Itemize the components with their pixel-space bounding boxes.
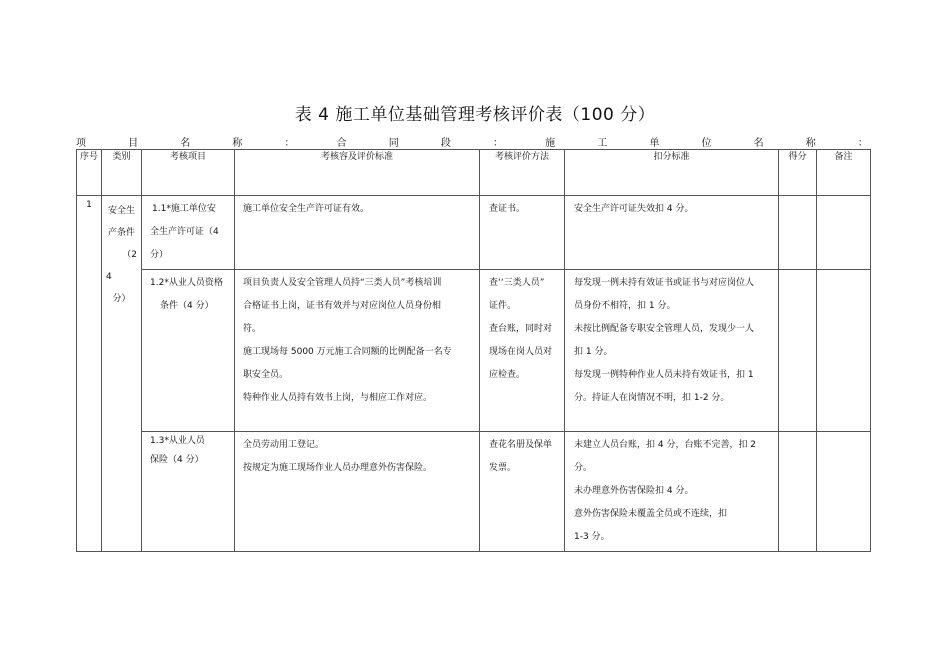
deduct-line: 员身份不相符，扣 1 分。 — [574, 301, 676, 311]
table-header-row — [77, 150, 871, 196]
header-category: 类别 — [102, 150, 142, 196]
info-char: 位 — [701, 138, 712, 149]
content-line: 施工单位安全生产许可证有效。 — [243, 204, 370, 214]
category-line: （2 — [122, 250, 137, 260]
deduct-line: 未按比例配备专职安全管理人员，发现少一人 — [574, 324, 755, 334]
content-line: 特种作业人员持有效书上岗，与相应工作对应。 — [243, 393, 433, 403]
deduct-line: 未办理意外伤害保险扣 4 分。 — [574, 486, 694, 496]
info-char: 名 — [753, 138, 764, 149]
deduct-line: 意外伤害保险未覆盖全员或不连续，扣 — [574, 509, 728, 519]
method-cell — [480, 270, 565, 432]
deduct-line: 每发现一例未持有效证书或证书与对应岗位人 — [574, 278, 755, 288]
table-row — [77, 196, 871, 270]
item-line: 1.1*施工单位安 — [152, 204, 216, 214]
remark-cell — [817, 196, 871, 270]
info-char: 称 — [232, 138, 243, 149]
deduct-line: 未建立人员台账，扣 4 分，台账不完善，扣 2 — [574, 440, 757, 450]
table-row — [77, 432, 871, 552]
item-line: 分） — [150, 250, 169, 260]
header-deduct: 扣分标准 — [565, 150, 779, 196]
seq-cell: 1 — [77, 196, 102, 552]
score-cell — [779, 196, 817, 270]
category-cell — [102, 196, 142, 552]
info-char: 工 — [597, 138, 608, 149]
item-cell — [142, 196, 235, 270]
score-cell — [779, 432, 817, 552]
method-line: 查‘‘三类人员” — [489, 278, 545, 288]
info-char: 施 — [545, 138, 556, 149]
info-char: 单 — [649, 138, 660, 149]
info-char: 段 — [440, 138, 451, 149]
info-char: 项 — [76, 138, 86, 149]
content-cell — [235, 196, 480, 270]
method-line: 查台账，同时对 — [489, 324, 553, 334]
deduct-cell — [565, 432, 779, 552]
content-line: 施工现场每 5000 万元施工合同额的比例配备一名专 — [243, 347, 452, 357]
deduct-cell — [565, 196, 779, 270]
content-line: 职安全员。 — [243, 370, 289, 380]
info-char: 合 — [336, 138, 347, 149]
info-char: 同 — [388, 138, 399, 149]
method-line: 查证书。 — [489, 204, 526, 214]
content-line: 全员劳动用工登记。 — [243, 440, 325, 450]
item-line: 保险（4 分） — [150, 455, 204, 465]
info-char: ： — [493, 138, 503, 149]
method-line: 发票。 — [489, 463, 517, 473]
method-line: 证件。 — [489, 301, 517, 311]
method-cell — [480, 196, 565, 270]
info-char: 称 — [805, 138, 816, 149]
score-cell — [779, 270, 817, 432]
method-line: 应检查。 — [489, 370, 526, 380]
item-cell — [142, 432, 235, 552]
header-method: 考核评价方法 — [480, 150, 565, 196]
header-content: 考核容及评价标准 — [235, 150, 480, 196]
deduct-line: 分。 — [574, 463, 593, 473]
info-char: ： — [284, 138, 295, 149]
item-line: 1.2*从业人员资格 — [150, 278, 223, 288]
item-line: 全生产许可证（4 — [150, 227, 219, 237]
page-title: 表 4 施工单位基础管理考核评价表（100 分） — [294, 105, 656, 125]
category-line: 4 — [106, 272, 112, 282]
header-seq: 序号 — [77, 150, 102, 196]
item-line: 1.3*从业人员 — [150, 436, 205, 446]
content-line: 合格证书上岗，证书有效并与对应岗位人员身份相 — [243, 301, 442, 311]
category-line: 产条件 — [107, 228, 135, 238]
content-line: 符。 — [243, 324, 262, 334]
content-line: 项目负责人及安全管理人员持“三类人员”考核培训 — [243, 278, 442, 288]
header-remark: 备注 — [817, 150, 871, 196]
method-cell — [480, 432, 565, 552]
info-char: 目 — [128, 138, 139, 149]
deduct-cell — [565, 270, 779, 432]
assessment-table — [76, 149, 871, 552]
category-line: 分） — [112, 294, 131, 304]
method-line: 查花名册及保单 — [489, 440, 553, 450]
info-char: ： — [857, 138, 868, 149]
category-line: 安全生 — [107, 206, 135, 216]
remark-cell — [817, 270, 871, 432]
deduct-line: 扣 1 分。 — [574, 347, 613, 357]
info-char: 名 — [180, 138, 191, 149]
header-score: 得分 — [779, 150, 817, 196]
table-row — [77, 270, 871, 432]
content-line: 按规定为施工现场作业人员办理意外伤害保险。 — [243, 463, 433, 473]
item-line: 条件（4 分） — [160, 301, 214, 311]
deduct-line: 分。持证人在岗情况不明，扣 1-2 分。 — [574, 393, 730, 403]
deduct-line: 安全生产许可证失效扣 4 分。 — [574, 204, 694, 214]
content-cell — [235, 270, 480, 432]
header-item: 考核项目 — [142, 150, 235, 196]
item-cell — [142, 270, 235, 432]
remark-cell — [817, 432, 871, 552]
content-cell — [235, 432, 480, 552]
method-line: 现场在岗人员对 — [489, 347, 553, 357]
deduct-line: 1-3 分。 — [574, 532, 610, 542]
deduct-line: 每发现一例特种作业人员未持有效证书，扣 1 — [574, 370, 754, 380]
